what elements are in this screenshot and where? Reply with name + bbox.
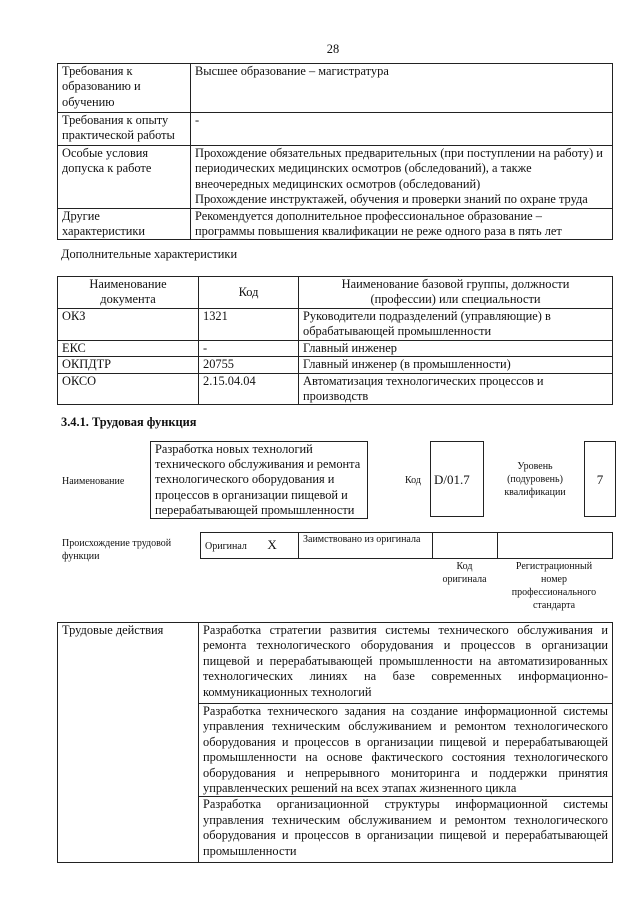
cell: Руководители подразделений (управляющие) в обрабатывающей промышленности bbox=[299, 309, 613, 341]
table-row bbox=[58, 309, 613, 341]
cell: ОКПДТР bbox=[58, 357, 199, 373]
name-label: Наименование bbox=[62, 476, 125, 487]
origin-table bbox=[200, 532, 613, 559]
action-item: Разработка технического задания на создание информационной системы управления техническим обслуживанием и ремонтом технологического оборудования и процессов в организации пищевой и перерабатывающей промышленности на основе фактического состояния технологического оборудования и непрерывного мониторинга и поддержки принятия управленческих решений на всех этапах жизненного цикла bbox=[199, 704, 613, 797]
page-number: 28 bbox=[326, 42, 340, 56]
row-label: Требования к образованию и обучению bbox=[58, 64, 191, 113]
cell: - bbox=[199, 340, 299, 356]
table-row bbox=[58, 373, 613, 405]
function-heading: 3.4.1. Трудовая функция bbox=[61, 415, 197, 429]
origin-label: Происхождение трудовой функции bbox=[62, 538, 172, 562]
row-value: Рекомендуется дополнительное профессиональное образование – программы повышения квалификации не реже одного раза в пять лет bbox=[191, 208, 613, 240]
table-row bbox=[58, 340, 613, 356]
cell: ЕКС bbox=[58, 340, 199, 356]
requirements-table bbox=[57, 63, 613, 240]
table-row bbox=[58, 623, 613, 704]
cell: ОКЗ bbox=[58, 309, 199, 341]
level-label: Уровень (подуровень) квалификации bbox=[504, 461, 566, 498]
row-label: Требования к опыту практической работы bbox=[58, 113, 191, 146]
reg-number-cell bbox=[498, 533, 613, 559]
value-line: Прохождение инструктажей, обучения и проверки знаний по охране труда bbox=[195, 192, 588, 207]
table-header-row bbox=[58, 277, 613, 309]
function-code: D/01.7 bbox=[430, 441, 484, 517]
orig-code-cell bbox=[433, 533, 498, 559]
section-title: Дополнительные характеристики bbox=[61, 247, 238, 261]
original-cell[interactable] bbox=[201, 533, 299, 559]
cell: 2.15.04.04 bbox=[199, 373, 299, 405]
cell: Главный инженер bbox=[299, 340, 613, 356]
function-name: Разработка новых технологий технического обслуживания и ремонта технологического оборудования и процессов в организации пищевой и перерабатывающей промышленности bbox=[150, 441, 368, 519]
table-row bbox=[201, 533, 613, 559]
action-item: Разработка стратегии развития системы технического обслуживания и ремонта технологического оборудования и процессов в организации пищевой и перерабатывающей промышленности на автоматизированных технологических линиях на базе современных информационно-коммуникационных технологий bbox=[199, 623, 613, 704]
actions-label: Трудовые действия bbox=[58, 623, 199, 863]
borrowed-cell[interactable]: Заимствовано из оригинала bbox=[299, 533, 433, 559]
cell: 20755 bbox=[199, 357, 299, 373]
original-label: Оригинал bbox=[205, 541, 247, 552]
table-row bbox=[58, 357, 613, 373]
code-label: Код bbox=[405, 475, 421, 486]
cell: Главный инженер (в промышленности) bbox=[299, 357, 613, 373]
table-row bbox=[58, 64, 613, 113]
cell: ОКСО bbox=[58, 373, 199, 405]
table-row bbox=[58, 146, 613, 209]
cell: 1321 bbox=[199, 309, 299, 341]
original-mark: X bbox=[267, 537, 277, 552]
row-value: - bbox=[191, 113, 613, 146]
row-value bbox=[191, 146, 613, 209]
row-label: Другие характеристики bbox=[58, 208, 191, 240]
reg-number-caption: Регистрационный номер профессионального стандарта bbox=[511, 561, 597, 611]
header-cell: Наименование базовой группы, должности (профессии) или специальности bbox=[299, 277, 613, 309]
header-cell: Код bbox=[199, 277, 299, 309]
qualification-level: 7 bbox=[584, 441, 616, 517]
cell: Автоматизация технологических процессов и производств bbox=[299, 373, 613, 405]
row-label: Особые условия допуска к работе bbox=[58, 146, 191, 209]
orig-code-caption: Код оригинала bbox=[442, 561, 487, 585]
header-cell: Наименование документа bbox=[58, 277, 199, 309]
action-item: Разработка организационной структуры информационной системы управления техническим обслуживанием и ремонтом технологического оборудования и процессов в организации пищевой и перерабатывающей промышленности bbox=[199, 797, 613, 863]
actions-table bbox=[57, 622, 613, 863]
row-value: Высшее образование – магистратура bbox=[191, 64, 613, 113]
table-row bbox=[58, 208, 613, 240]
table-row bbox=[58, 113, 613, 146]
value-line: Прохождение обязательных предварительных (при поступлении на работу) и периодических медицинских осмотров (обследований), а также внеочередных медицинских осмотров (обследований) bbox=[195, 146, 603, 191]
additional-table bbox=[57, 276, 613, 405]
